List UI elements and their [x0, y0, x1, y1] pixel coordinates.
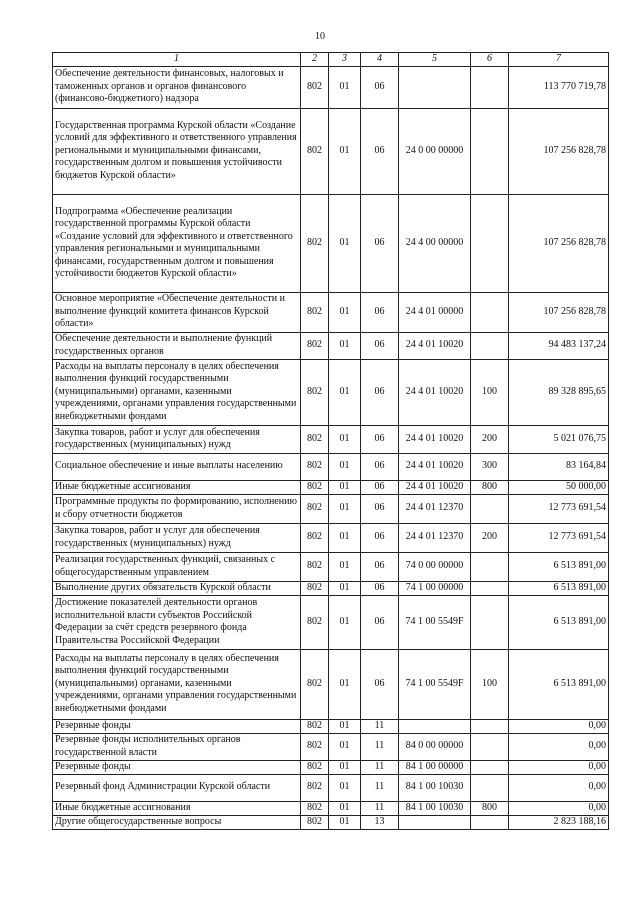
row-col-4: 11 [361, 719, 399, 733]
row-col-6: 100 [471, 649, 509, 719]
table-row [53, 480, 609, 494]
table-row [53, 66, 609, 108]
row-col-2: 802 [301, 66, 329, 108]
table-row [53, 649, 609, 719]
row-col-6 [471, 719, 509, 733]
row-name: Выполнение других обязательств Курской области [53, 581, 301, 595]
row-name: Обеспечение деятельности и выполнение функций государственных органов [53, 332, 301, 359]
row-col-3: 01 [329, 774, 361, 801]
row-col-2: 802 [301, 719, 329, 733]
row-col-3: 01 [329, 649, 361, 719]
row-col-2: 802 [301, 595, 329, 649]
row-col-3: 01 [329, 66, 361, 108]
row-col-2: 802 [301, 359, 329, 425]
row-col-4: 06 [361, 66, 399, 108]
row-col-4: 06 [361, 552, 399, 581]
row-col-4: 06 [361, 595, 399, 649]
header-col-3: 3 [329, 53, 361, 67]
row-amount: 113 770 719,78 [509, 66, 609, 108]
row-name: Резервный фонд Администрации Курской области [53, 774, 301, 801]
row-col-3: 01 [329, 760, 361, 774]
row-col-3: 01 [329, 719, 361, 733]
page-number: 10 [315, 31, 325, 42]
row-col-4: 13 [361, 815, 399, 829]
row-col-4: 11 [361, 760, 399, 774]
row-col-2: 802 [301, 480, 329, 494]
row-amount: 12 773 691,54 [509, 494, 609, 523]
row-amount: 2 823 188,16 [509, 815, 609, 829]
row-col-3: 01 [329, 523, 361, 552]
row-col-3: 01 [329, 801, 361, 815]
row-name: Иные бюджетные ассигнования [53, 480, 301, 494]
row-col-5: 84 1 00 00000 [399, 760, 471, 774]
header-col-2: 2 [301, 53, 329, 67]
row-col-5: 84 1 00 10030 [399, 801, 471, 815]
row-amount: 107 256 828,78 [509, 292, 609, 332]
row-name: Резервные фонды [53, 760, 301, 774]
row-name: Иные бюджетные ассигнования [53, 801, 301, 815]
row-col-5: 74 0 00 00000 [399, 552, 471, 581]
table-row [53, 494, 609, 523]
table-row [53, 552, 609, 581]
row-col-4: 06 [361, 108, 399, 194]
table-row [53, 774, 609, 801]
row-col-4: 11 [361, 774, 399, 801]
row-amount: 0,00 [509, 801, 609, 815]
header-row [53, 53, 609, 67]
row-col-6 [471, 733, 509, 760]
header-col-6: 6 [471, 53, 509, 67]
row-col-5: 24 4 00 00000 [399, 194, 471, 292]
row-col-4: 06 [361, 523, 399, 552]
row-col-4: 06 [361, 292, 399, 332]
row-amount: 0,00 [509, 760, 609, 774]
row-name: Достижение показателей деятельности органов исполнительной власти субъектов Российской Федерации за счёт средств резервного фонда Правительства Российской Федерации [53, 595, 301, 649]
row-col-5: 24 4 01 10020 [399, 453, 471, 480]
row-col-6 [471, 108, 509, 194]
row-col-6: 800 [471, 480, 509, 494]
row-col-3: 01 [329, 581, 361, 595]
row-col-5: 24 4 01 00000 [399, 292, 471, 332]
row-col-2: 802 [301, 760, 329, 774]
header-col-1: 1 [53, 53, 301, 67]
row-col-5: 74 1 00 5549F [399, 595, 471, 649]
table-row [53, 733, 609, 760]
row-amount: 6 513 891,00 [509, 552, 609, 581]
row-col-2: 802 [301, 523, 329, 552]
row-col-4: 06 [361, 453, 399, 480]
row-col-6: 200 [471, 523, 509, 552]
row-col-3: 01 [329, 595, 361, 649]
row-col-3: 01 [329, 453, 361, 480]
row-col-2: 802 [301, 453, 329, 480]
row-col-6 [471, 66, 509, 108]
row-col-6 [471, 774, 509, 801]
table-row [53, 760, 609, 774]
row-col-3: 01 [329, 108, 361, 194]
row-col-6 [471, 552, 509, 581]
row-col-2: 802 [301, 774, 329, 801]
row-col-5: 74 1 00 5549F [399, 649, 471, 719]
row-amount: 5 021 076,75 [509, 425, 609, 453]
row-col-6 [471, 595, 509, 649]
table-row [53, 453, 609, 480]
row-col-6 [471, 494, 509, 523]
row-col-6: 100 [471, 359, 509, 425]
table-row [53, 194, 609, 292]
row-col-4: 06 [361, 332, 399, 359]
row-name: Закупка товаров, работ и услуг для обеспечения государственных (муниципальных) нужд [53, 523, 301, 552]
table-row [53, 108, 609, 194]
table-row [53, 523, 609, 552]
row-name: Другие общегосударственные вопросы [53, 815, 301, 829]
row-col-2: 802 [301, 292, 329, 332]
row-name: Обеспечение деятельности финансовых, налоговых и таможенных органов и органов финансового (финансово-бюджетного) надзора [53, 66, 301, 108]
row-col-5: 24 4 01 12370 [399, 523, 471, 552]
row-col-2: 802 [301, 552, 329, 581]
row-col-6 [471, 815, 509, 829]
table-row [53, 292, 609, 332]
row-col-6: 800 [471, 801, 509, 815]
row-name: Основное мероприятие «Обеспечение деятельности и выполнение функций комитета финансов Курской области» [53, 292, 301, 332]
row-col-2: 802 [301, 733, 329, 760]
row-col-6 [471, 581, 509, 595]
row-col-5: 24 4 01 10020 [399, 480, 471, 494]
row-col-5 [399, 815, 471, 829]
row-col-5: 24 4 01 10020 [399, 425, 471, 453]
row-amount: 107 256 828,78 [509, 194, 609, 292]
row-col-3: 01 [329, 194, 361, 292]
row-col-2: 802 [301, 581, 329, 595]
row-amount: 83 164,84 [509, 453, 609, 480]
row-col-6 [471, 194, 509, 292]
row-col-3: 01 [329, 359, 361, 425]
row-col-4: 11 [361, 801, 399, 815]
row-col-3: 01 [329, 332, 361, 359]
table-row [53, 815, 609, 829]
row-amount: 0,00 [509, 774, 609, 801]
row-amount: 94 483 137,24 [509, 332, 609, 359]
row-col-2: 802 [301, 815, 329, 829]
table-row [53, 719, 609, 733]
row-col-2: 802 [301, 801, 329, 815]
row-col-4: 06 [361, 359, 399, 425]
row-col-5 [399, 719, 471, 733]
row-amount: 6 513 891,00 [509, 581, 609, 595]
table-row [53, 332, 609, 359]
row-col-4: 06 [361, 480, 399, 494]
row-col-4: 11 [361, 733, 399, 760]
row-col-3: 01 [329, 480, 361, 494]
table-row [53, 801, 609, 815]
row-col-2: 802 [301, 649, 329, 719]
table-row [53, 425, 609, 453]
row-col-5 [399, 66, 471, 108]
row-col-6: 300 [471, 453, 509, 480]
row-col-2: 802 [301, 425, 329, 453]
row-amount: 12 773 691,54 [509, 523, 609, 552]
row-col-3: 01 [329, 425, 361, 453]
row-col-3: 01 [329, 815, 361, 829]
row-name: Расходы на выплаты персоналу в целях обеспечения выполнения функций государственными (муниципальными) органами, казенными учреждениями, органами управления государственными внебюджетными фондами [53, 649, 301, 719]
row-col-5: 84 1 00 10030 [399, 774, 471, 801]
row-col-5: 24 4 01 12370 [399, 494, 471, 523]
row-amount: 6 513 891,00 [509, 649, 609, 719]
row-amount: 6 513 891,00 [509, 595, 609, 649]
row-name: Подпрограмма «Обеспечение реализации государственной программы Курской области «Создание условий для эффективного и ответственного управления региональными и муниципальными финансами, государственным долгом и повышения устойчивости бюджетов Курской области» [53, 194, 301, 292]
row-name: Программные продукты по формированию, исполнению и сбору отчетности бюджетов [53, 494, 301, 523]
budget-table [52, 52, 609, 830]
row-amount: 0,00 [509, 719, 609, 733]
row-col-3: 01 [329, 733, 361, 760]
table-row [53, 581, 609, 595]
row-col-4: 06 [361, 425, 399, 453]
row-col-2: 802 [301, 494, 329, 523]
row-name: Резервные фонды исполнительных органов государственной власти [53, 733, 301, 760]
row-name: Реализация государственных функций, связанных с общегосударственным управлением [53, 552, 301, 581]
header-col-5: 5 [399, 53, 471, 67]
table-row [53, 359, 609, 425]
row-col-4: 06 [361, 494, 399, 523]
row-name: Государственная программа Курской области «Создание условий для эффективного и ответственного управления региональными и муниципальными финансами, государственным долгом и повышения устойчивости бюджетов Курской области» [53, 108, 301, 194]
row-col-5: 24 0 00 00000 [399, 108, 471, 194]
row-col-6 [471, 292, 509, 332]
row-amount: 0,00 [509, 733, 609, 760]
row-name: Резервные фонды [53, 719, 301, 733]
header-col-7: 7 [509, 53, 609, 67]
row-col-5: 74 1 00 00000 [399, 581, 471, 595]
row-amount: 50 000,00 [509, 480, 609, 494]
row-col-2: 802 [301, 108, 329, 194]
row-col-6 [471, 332, 509, 359]
table-row [53, 595, 609, 649]
row-col-4: 06 [361, 194, 399, 292]
header-col-4: 4 [361, 53, 399, 67]
row-col-2: 802 [301, 332, 329, 359]
row-name: Расходы на выплаты персоналу в целях обеспечения выполнения функций государственными (муниципальными) органами, казенными учреждениями, органами управления государственными внебюджетными фондами [53, 359, 301, 425]
row-col-6: 200 [471, 425, 509, 453]
row-col-3: 01 [329, 552, 361, 581]
row-col-5: 24 4 01 10020 [399, 332, 471, 359]
row-col-6 [471, 760, 509, 774]
row-col-4: 06 [361, 649, 399, 719]
row-name: Социальное обеспечение и иные выплаты населению [53, 453, 301, 480]
row-col-3: 01 [329, 494, 361, 523]
row-col-5: 24 4 01 10020 [399, 359, 471, 425]
row-col-5: 84 0 00 00000 [399, 733, 471, 760]
row-col-4: 06 [361, 581, 399, 595]
row-name: Закупка товаров, работ и услуг для обеспечения государственных (муниципальных) нужд [53, 425, 301, 453]
row-amount: 89 328 895,65 [509, 359, 609, 425]
row-amount: 107 256 828,78 [509, 108, 609, 194]
row-col-2: 802 [301, 194, 329, 292]
row-col-3: 01 [329, 292, 361, 332]
